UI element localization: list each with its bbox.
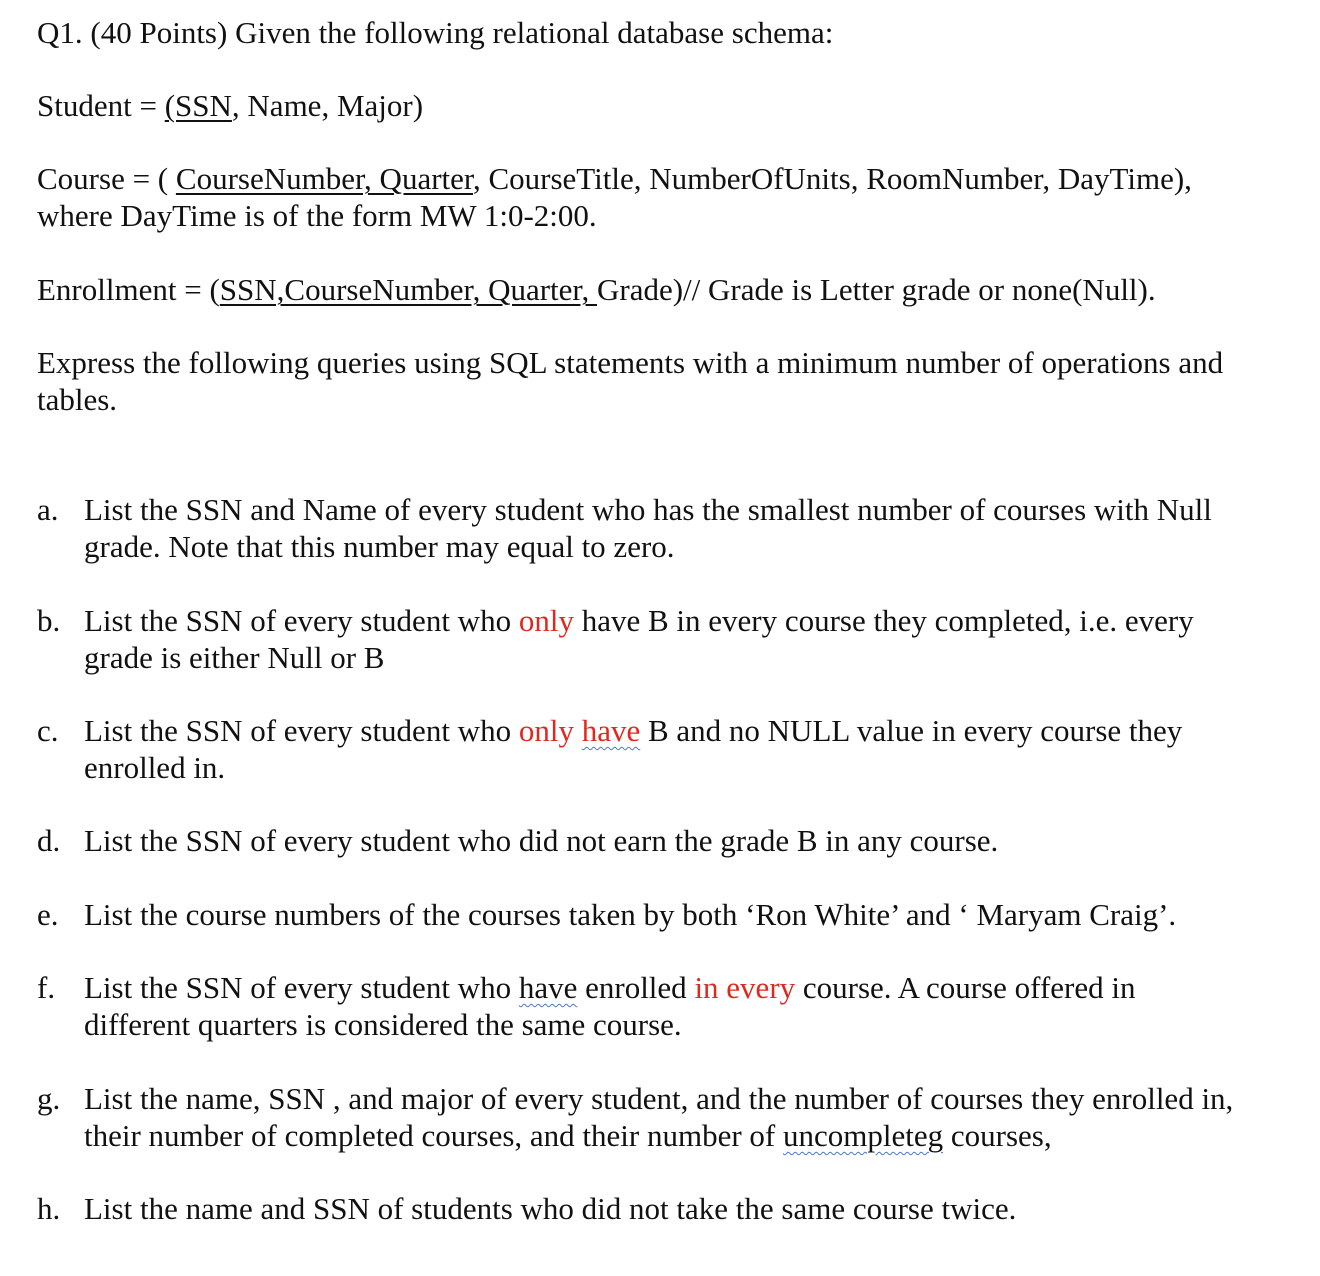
schema-student-prefix: Student = [37, 88, 165, 123]
schema-student-rest: , Name, Major) [231, 88, 424, 123]
query-g-line-2 [84, 1117, 1280, 1154]
query-c-marker: c. [37, 713, 59, 748]
query-b-line-1 [84, 602, 1280, 639]
instructions-line-2: tables. [37, 382, 118, 417]
query-e-line-1: List the course numbers of the courses taken by both ‘Ron White’ and ‘ Maryam Craig’. [84, 897, 1177, 932]
query-d-line-1: List the SSN of every student who did not earn the grade B in any course. [84, 823, 999, 858]
query-g-line-1: List the name, SSN , and major of every student, and the number of courses they enrolled in, [84, 1081, 1234, 1116]
query-c-text-pre: List the SSN of every student who [84, 713, 519, 748]
query-g-text-post: courses, [943, 1118, 1052, 1153]
schema-enrollment-rest: Grade)// Grade is Letter grade or none(Null). [597, 272, 1156, 307]
query-f-text-post: course. A course offered in [795, 970, 1136, 1005]
query-b-marker: b. [37, 603, 61, 638]
query-f-line-2: different quarters is considered the same course. [84, 1007, 682, 1042]
query-b-text-pre: List the SSN of every student who [84, 603, 519, 638]
query-b-text-post: have B in every course they completed, i.e. every [573, 603, 1194, 638]
schema-course-prefix: Course = ( [37, 161, 176, 196]
query-e [37, 896, 1280, 933]
schema-enrollment-key: SSN,CourseNumber, Quarter, [219, 272, 597, 307]
query-a-marker: a. [37, 492, 59, 527]
query-h-marker: h. [37, 1191, 61, 1226]
query-c [37, 712, 1280, 786]
query-f [37, 969, 1280, 1043]
query-a-line-1: List the SSN and Name of every student who has the smallest number of courses with Null [84, 492, 1212, 527]
query-b-line-2: grade is either Null or B [84, 640, 385, 675]
query-f-line-1 [84, 969, 1280, 1006]
query-c-line-2: enrolled in. [84, 750, 226, 785]
query-a [37, 491, 1280, 565]
query-f-text-mid: enrolled [577, 970, 695, 1005]
instructions-line-1: Express the following queries using SQL statements with a minimum number of operations and [37, 345, 1224, 380]
query-c-emphasis-have: have [581, 713, 641, 748]
query-g-text-pre: their number of completed courses, and their number of [84, 1118, 783, 1153]
schema-course-note: where DayTime is of the form MW 1:0-2:00. [37, 198, 597, 233]
query-b-emphasis-only: only [518, 603, 574, 638]
query-h [37, 1190, 1280, 1227]
schema-enrollment [37, 271, 1156, 308]
schema-course-key: CourseNumber, Quarter [175, 161, 473, 196]
schema-student [37, 87, 423, 124]
schema-enrollment-prefix: Enrollment = ( [37, 272, 220, 307]
schema-course [37, 160, 1192, 197]
query-c-text-post: B and no NULL value in every course they [640, 713, 1183, 748]
query-a-line-2: grade. Note that this number may equal to zero. [84, 529, 675, 564]
query-b [37, 602, 1280, 676]
query-c-emphasis-only: only [518, 713, 582, 748]
query-f-text-pre: List the SSN of every student who [84, 970, 519, 1005]
schema-course-rest: , CourseTitle, NumberOfUnits, RoomNumber, DayTime), [472, 161, 1192, 196]
query-g-marker: g. [37, 1081, 61, 1116]
query-h-line-1: List the name and SSN of students who did not take the same course twice. [84, 1191, 1017, 1226]
schema-student-key: (SSN [164, 88, 232, 123]
query-d [37, 822, 1280, 859]
query-g [37, 1080, 1280, 1154]
query-d-marker: d. [37, 823, 61, 858]
query-g-wavy-uncompleteg: uncompleteg [783, 1118, 944, 1153]
query-f-marker: f. [37, 970, 56, 1005]
query-f-emphasis-in-every: in every [694, 970, 796, 1005]
question-title: Q1. (40 Points) Given the following relational database schema: [37, 15, 834, 50]
query-c-line-1 [84, 712, 1280, 749]
query-e-marker: e. [37, 897, 59, 932]
query-f-wavy-have: have [518, 970, 578, 1005]
